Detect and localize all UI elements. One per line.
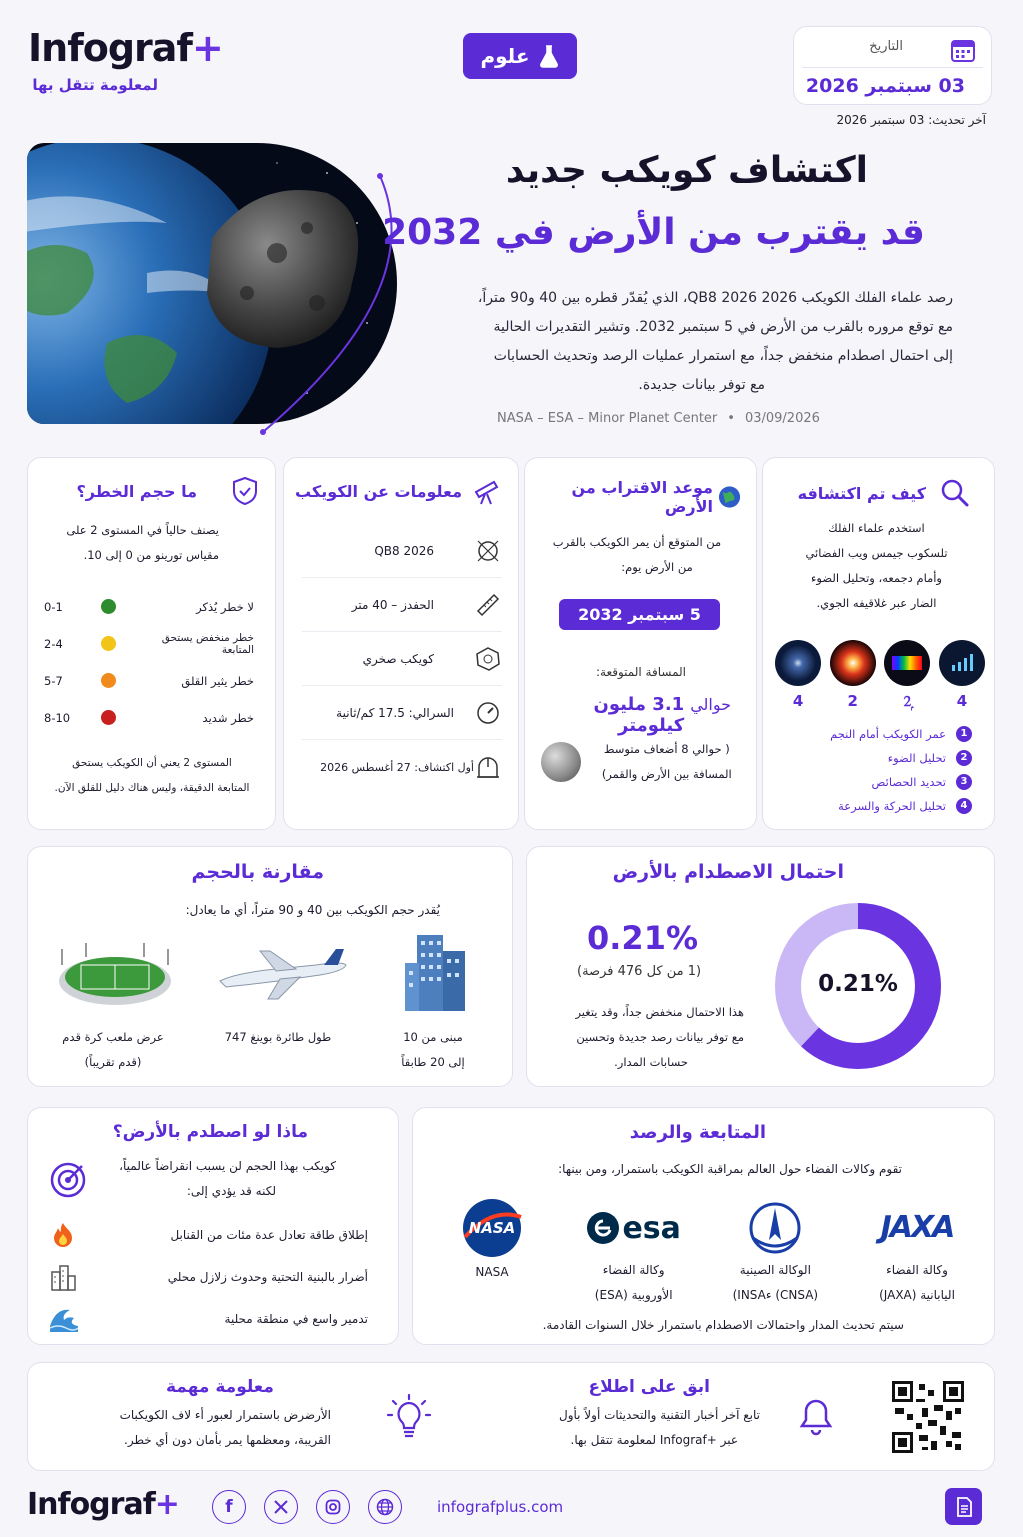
- discovery-step: [830, 722, 972, 746]
- info-text: أول اكتشاف: 27 أغسطس 2026: [320, 760, 474, 774]
- donut-label: 0.21%: [818, 971, 898, 997]
- chart-thumb-icon: [939, 640, 985, 686]
- brand-plus: +: [191, 26, 223, 70]
- probability-sub: (1 من كل 476 فرصة): [577, 964, 702, 979]
- starfield-thumb-icon: [775, 640, 821, 686]
- flask-icon: [538, 44, 560, 68]
- discovery-line: تلسكوب جيمس ويب الفضائي: [805, 546, 948, 560]
- calendar-icon: [950, 37, 976, 63]
- agency-line: وكالة الفضاء: [602, 1263, 665, 1277]
- nasa-logo-icon: [459, 1197, 525, 1259]
- probability-value: 0.21%: [587, 919, 699, 957]
- stay-informed-line: تابع آخر أخبار التقنية والتحديثات أولاً بأول: [558, 1408, 760, 1422]
- step-number: 3: [956, 774, 972, 790]
- discovery-line: الضار عبر غلاقيفه الجوي.: [816, 596, 937, 610]
- info-strip: [27, 1362, 995, 1471]
- important-line: الأرضرض باستمرار لعبور أء لاف الكويكبات: [119, 1408, 331, 1422]
- probability-desc: حسابات المدار.: [614, 1055, 688, 1069]
- speed-icon: [474, 699, 502, 727]
- compare-line: إلى 20 طابقاً: [401, 1055, 465, 1069]
- info-row: [302, 524, 502, 578]
- info-card: [283, 457, 519, 830]
- agency-line: وكالة الفضاء: [886, 1263, 948, 1277]
- category-badge[interactable]: [463, 33, 577, 79]
- whatif-title: ماذا لو اصطدم بالأرض؟: [112, 1122, 308, 1142]
- approach-title: موعد الاقتراب من الأرض: [571, 478, 713, 516]
- category-label: علوم: [480, 44, 530, 68]
- step-number: 1: [956, 726, 972, 742]
- date-box: [793, 26, 992, 105]
- info-row: [302, 740, 502, 794]
- headline-line2: قد يقترب من الأرض في 2032: [382, 212, 925, 253]
- info-text: السرالي: 17.5 كم/ثانية: [336, 705, 454, 720]
- intro-line: رصد علماء الفلك الكويكب 2026 QB8 2026، الذي يُقدّر قطره بين 40 و90 متراً،: [477, 290, 953, 306]
- footer-url[interactable]: infografplus.com: [437, 1498, 564, 1516]
- risk-note: المتابعة الدقيقة، وليس هناك دليل للقلق الآن.: [54, 782, 250, 794]
- size-compare-subtitle: يُقدر حجم الكويكب بين 40 و 90 متراً، أي ما يعادل:: [185, 903, 440, 917]
- discovery-step: [830, 770, 972, 794]
- probability-card: [526, 846, 995, 1087]
- document-button[interactable]: [945, 1488, 982, 1525]
- risk-level-label: خطر يثير القلق: [181, 673, 254, 688]
- compare-item: [38, 1025, 188, 1075]
- info-text: كويكب صخري: [362, 651, 434, 666]
- whatif-intro: كويكب بهذا الحجم لن يسبب انقراضاً عالمياً،: [119, 1159, 336, 1173]
- footer-brand-plus: +: [154, 1487, 179, 1522]
- info-text: 2026 QB8: [374, 543, 434, 558]
- hero-orbit-arc: [255, 170, 415, 435]
- spectrum-thumb-icon: [884, 640, 930, 686]
- whatif-effect: [48, 1298, 368, 1340]
- brand-logo[interactable]: [28, 26, 223, 70]
- compare-item: [203, 1025, 353, 1075]
- monitoring-subtitle: تقوم وكالات الفضاء حول العالم بمراقبة الكويكب باستمرار، ومن بينها:: [558, 1162, 902, 1176]
- airplane-icon: [216, 947, 350, 1003]
- risk-level-dot: [101, 599, 116, 614]
- risk-level-range: 2-4: [44, 636, 63, 651]
- risk-intro: مقياس تورينو من 0 إلى 10.: [83, 548, 219, 562]
- distance-prefix: حوالي: [690, 695, 731, 714]
- jaxa-logo: JAXA: [880, 1210, 954, 1245]
- step-label: عمر الكويكب أمام النجم: [830, 727, 946, 741]
- observatory-icon: [474, 753, 502, 781]
- risk-level-row: [44, 625, 254, 662]
- footer-brand-name: Infograf: [27, 1487, 155, 1522]
- compare-line: عرض ملعب كرة قدم: [62, 1030, 164, 1044]
- facebook-icon[interactable]: f: [212, 1490, 246, 1524]
- discovery-stat: 2: [847, 692, 858, 710]
- step-number: 2: [956, 750, 972, 766]
- brand-tagline: لمعلومة تتقل بها: [32, 76, 158, 94]
- fire-icon: [48, 1220, 78, 1250]
- stay-informed-line: عبر +Infograf لمعلومة تتقل بها.: [570, 1433, 738, 1447]
- compare-line: مبنى من 10: [403, 1030, 463, 1044]
- stadium-icon: [56, 941, 174, 1009]
- target-icon: [48, 1160, 88, 1200]
- x-twitter-icon[interactable]: [264, 1490, 298, 1524]
- important-title: معلومة مهمة: [166, 1377, 274, 1397]
- info-row: [302, 578, 502, 632]
- risk-level-label: خطر شديد: [202, 710, 254, 725]
- compare-item: [368, 1025, 498, 1075]
- risk-level-range: 5-7: [44, 673, 63, 688]
- step-number: 4: [956, 798, 972, 814]
- agency-cnsa[interactable]: [710, 1198, 840, 1308]
- building-icon: [48, 1262, 78, 1292]
- star-thumb-icon: [830, 640, 876, 686]
- size-compare-title: مقارنة بالحجم: [191, 861, 324, 883]
- agency-jaxa[interactable]: [852, 1198, 982, 1308]
- agency-nasa[interactable]: [427, 1198, 557, 1308]
- agency-line: NASA: [475, 1265, 509, 1279]
- step-label: تحديد الحصائص: [871, 775, 946, 789]
- risk-level-dot: [101, 673, 116, 688]
- compare-line: (قدم تقريباً): [84, 1055, 142, 1069]
- headline-line1: اكتشاف كويكب جديد: [505, 150, 868, 191]
- discovery-line: استخدم علماء الفلك: [828, 521, 925, 535]
- moon-icon: [541, 742, 581, 782]
- discovery-step: [830, 794, 972, 818]
- stay-informed-title: ابق على اطلاع: [588, 1377, 710, 1397]
- agency-line: (CNSA) ءINSA): [732, 1288, 819, 1302]
- risk-title: ما حجم الخطر؟: [76, 481, 197, 501]
- ruler-icon: [474, 591, 502, 619]
- approach-line: من الأرض يوم:: [621, 560, 693, 574]
- agency-line: الوكالة الصينية: [739, 1263, 811, 1277]
- risk-card: [27, 457, 276, 830]
- qr-code[interactable]: [892, 1381, 964, 1453]
- esa-logo-icon: [586, 1211, 620, 1245]
- asteroid-icon: [474, 537, 502, 565]
- agency-esa[interactable]: [569, 1198, 699, 1308]
- discovery-stat: 4: [956, 692, 968, 710]
- whatif-intro: لكنه قد يؤدي إلى:: [186, 1184, 276, 1198]
- step-label: تحليل الحركة والسرعة: [838, 799, 946, 813]
- risk-level-row: [44, 588, 254, 625]
- document-icon: [955, 1497, 973, 1517]
- date-value: 03 سبتمبر 2026: [805, 75, 965, 97]
- intro-line: مع توقع مروره بالقرب من الأرض في 5 سبتمبر 2032. وتشير التقديرات الحالية: [493, 319, 953, 335]
- date-label: التاريخ: [869, 39, 903, 54]
- risk-level-dot: [101, 636, 116, 651]
- agency-line: الأوروبية (ESA): [594, 1288, 673, 1302]
- whatif-effect: [48, 1214, 368, 1256]
- esa-logo: esa: [622, 1210, 681, 1246]
- discovery-stat: 2ۭ: [903, 692, 912, 710]
- intro-line: مع توفر بيانات جديدة.: [638, 377, 765, 393]
- risk-level-label: لا خطر يُذكر: [196, 599, 254, 614]
- rock-icon: [474, 645, 502, 673]
- monitoring-footer: سيتم تحديث المدار واحتمالات الاصطدام باستمرار خلال السنوات القادمة.: [542, 1318, 904, 1332]
- risk-level-label: خطر منخفض يستحق المتابعة: [161, 631, 254, 656]
- globe-link-icon[interactable]: [368, 1490, 402, 1524]
- discovery-line: وأمام دجمعه، وتحليل الضوء: [811, 571, 942, 585]
- discovery-card: [762, 457, 995, 830]
- building-icon: [399, 929, 475, 1011]
- brand-name: Infograf: [28, 26, 192, 70]
- distance-label: المسافة المتوقعة:: [595, 665, 686, 679]
- intro-line: إلى احتمال اصطدام منخفض جداً، مع استمرار عمليات الرصد وتحديث الحسابات: [493, 348, 953, 364]
- probability-desc: هذا الاحتمال منخفض جداً، وقد يتغير: [575, 1005, 744, 1019]
- effect-text: أضرار بالبنية التحتية وحدوث زلازل محلي: [167, 1270, 368, 1284]
- cnsa-logo-icon: [743, 1200, 807, 1256]
- risk-intro: يصنف حالياً في المستوى 2 على: [66, 523, 219, 537]
- bell-icon: [798, 1397, 834, 1437]
- approach-card: [524, 457, 757, 830]
- source-date: 03/09/2026: [744, 411, 820, 426]
- approach-note: ( حوالي 8 أضعاف متوسط: [603, 742, 730, 756]
- info-row: [302, 632, 502, 686]
- globe-icon: [717, 484, 742, 510]
- intro-text: [423, 284, 953, 400]
- approach-date-pill: 5 سبتمبر 2032: [559, 599, 720, 630]
- risk-note: المستوى 2 يعني أن الكويكب يستحق: [72, 757, 232, 769]
- info-title: معلومات عن الكويكب: [294, 481, 462, 501]
- source-text: NASA – ESA – Minor Planet Center: [497, 411, 718, 426]
- shield-icon: [231, 476, 259, 506]
- svg-text:NASA: NASA: [468, 1219, 516, 1237]
- separator-dot: •: [727, 411, 735, 426]
- monitoring-title: المتابعة والرصد: [629, 1122, 766, 1143]
- risk-level-row: [44, 699, 254, 736]
- probability-title: احتمال الاصطدام بالأرض: [612, 861, 844, 883]
- discovery-stat: 4: [792, 692, 804, 710]
- magnifier-icon: [940, 478, 970, 508]
- distance-value: 3.1 مليون كيلومتر: [593, 694, 685, 736]
- effect-text: إطلاق طاقة تعادل عدة مئات من القنابل: [170, 1228, 368, 1242]
- discovery-step: [830, 746, 972, 770]
- important-line: القريبة، ومعظمها يمر بأمان دون أي خطر.: [124, 1433, 331, 1447]
- probability-desc: مع توفر بيانات رصد جديدة وتحسين: [576, 1030, 744, 1044]
- info-row: [302, 686, 502, 740]
- risk-level-range: 0-1: [44, 599, 63, 614]
- telescope-icon: [472, 476, 502, 506]
- size-compare-card: [27, 846, 513, 1087]
- last-update: آخر تحديث: 03 سبتمبر 2026: [836, 113, 986, 127]
- effect-text: تدمير واسع في منطقة محلية: [224, 1312, 368, 1326]
- approach-note: المسافة بين الأرض والقمر): [601, 767, 732, 781]
- wave-icon: [48, 1304, 80, 1334]
- footer-brand[interactable]: [27, 1487, 179, 1522]
- lightbulb-icon: [384, 1393, 434, 1443]
- agency-line: اليابانية (JAXA): [879, 1288, 955, 1302]
- risk-level-dot: [101, 710, 116, 725]
- intro-meta: [497, 411, 820, 426]
- monitoring-card: [412, 1107, 995, 1345]
- risk-level-row: [44, 662, 254, 699]
- whatif-effect: [48, 1256, 368, 1298]
- risk-level-range: 8-10: [44, 710, 71, 725]
- compare-line: طول طائرة بوينغ 747: [224, 1030, 332, 1044]
- step-label: تحليل الضوء: [887, 751, 946, 765]
- whatif-card: [27, 1107, 399, 1345]
- info-text: الحفدز – 40 متر: [351, 597, 434, 612]
- discovery-title: كيف تم اكتشافه: [797, 483, 926, 503]
- instagram-icon[interactable]: [316, 1490, 350, 1524]
- approach-line: من المتوقع أن يمر الكويكب بالقرب: [552, 535, 722, 549]
